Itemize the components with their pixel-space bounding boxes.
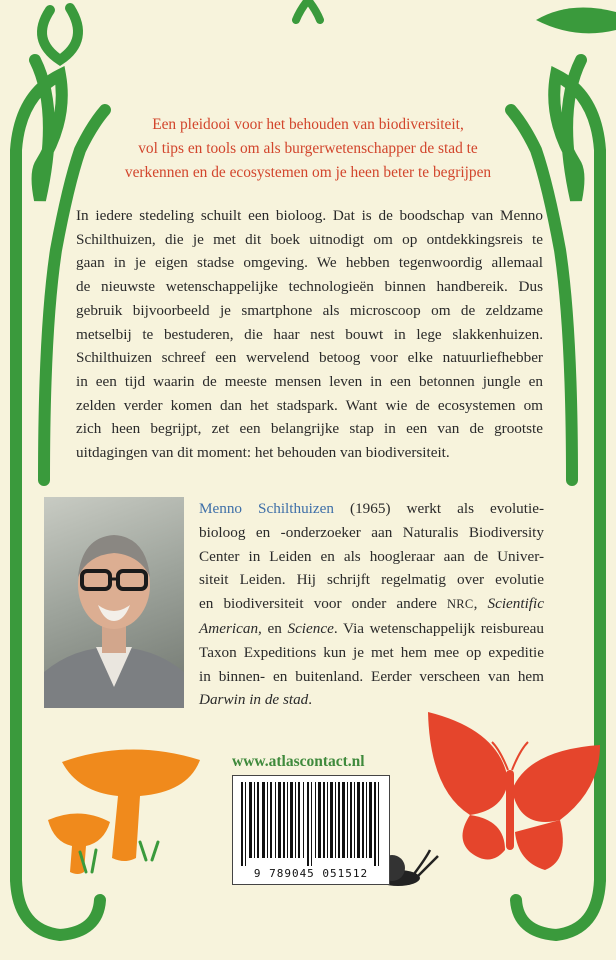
bio-line: siteit Leiden. Hij schrijft regelmatig over evolutie [199, 571, 544, 589]
publication-name: Science [287, 619, 334, 637]
author-photo [44, 497, 184, 708]
description-line: gebruik bijvoorbeeld je smartphone als microscoop om de zeldzame [76, 301, 543, 319]
author-bio [199, 497, 544, 712]
book-title: Darwin in de stad [199, 691, 309, 709]
publication-name: American [199, 619, 259, 637]
bio-line: en biodiversiteit voor onder andere NRC, Scientific [199, 595, 544, 613]
mushroom-icon [48, 749, 200, 874]
bio-line: Darwin in de stad. [199, 691, 313, 709]
description-line: zelden verder komen dan het stadspark. Want wie de ecosystemen om [76, 396, 543, 414]
publisher-website[interactable]: www.atlascontact.nl [232, 753, 365, 770]
publication-name: Scientific [487, 595, 544, 613]
description-line: metselbij te bestuderen, die haar nest bouwt in lege slakkenhuizen. [76, 325, 543, 343]
leaf-icon [536, 8, 616, 34]
description-line: uitdagingen van dit moment: het behouden van biodiversiteit. [76, 444, 450, 462]
bio-line: Center in Leiden en als hoogleraar aan de Univer- [199, 547, 544, 565]
description-line: de nieuwste wetenschappelijke technologieën binnen handbereik. Dus [76, 278, 543, 296]
bio-line: Taxon Expeditions kun je met hem mee op expeditie [199, 643, 544, 661]
bio-line: bioloog en -onderzoeker aan Naturalis Biodiversity [199, 523, 544, 541]
description-line: zich heen begrijpt, zet een belangrijke stap in een van de grootste [76, 420, 543, 438]
book-description [76, 204, 543, 465]
description-line: Schilthuizen schreef een wervelend betoog voor elke natuurliefhebber [76, 349, 543, 367]
author-name: Menno Schilthuizen [199, 500, 334, 517]
tagline-line: verkennen en de ecosystemen om je heen beter te begrijpen [124, 164, 492, 181]
bio-line: American, en Science. Via wetenschappelijk reisbureau [199, 619, 544, 637]
isbn-barcode [232, 775, 390, 885]
description-line: In iedere stedeling schuilt een bioloog. Dat is de boodschap van Menno [76, 207, 543, 224]
sprout-icon [296, 0, 320, 20]
description-line: gaan in je eigen stadse omgeving. We hebben tegenwoordig allemaal [76, 254, 543, 272]
description-line: in een tijd waarin de meeste mensen leven in een betonnen jungle en [76, 372, 543, 390]
nrc-label: NRC [446, 597, 474, 612]
bio-line: Menno Schilthuizen (1965) werkt als evolutie- [199, 500, 545, 517]
butterfly-icon [428, 712, 600, 870]
tagline [100, 113, 516, 185]
description-line: Schilthuizen, die je met dit boek uitnodigt om op ontdekkingsreis te [76, 230, 543, 248]
tagline-line: vol tips en tools om als burgerwetenschapper de stad te [138, 140, 478, 157]
bio-line: in binnen- en buitenland. Eerder verscheen van hem [199, 667, 544, 685]
top-left-curl [42, 8, 78, 60]
isbn-number: 9 789045 051512 [253, 867, 369, 880]
barcode-bars [239, 782, 383, 866]
tagline-line: Een pleidooi voor het behouden van biodiversiteit, [152, 116, 464, 133]
